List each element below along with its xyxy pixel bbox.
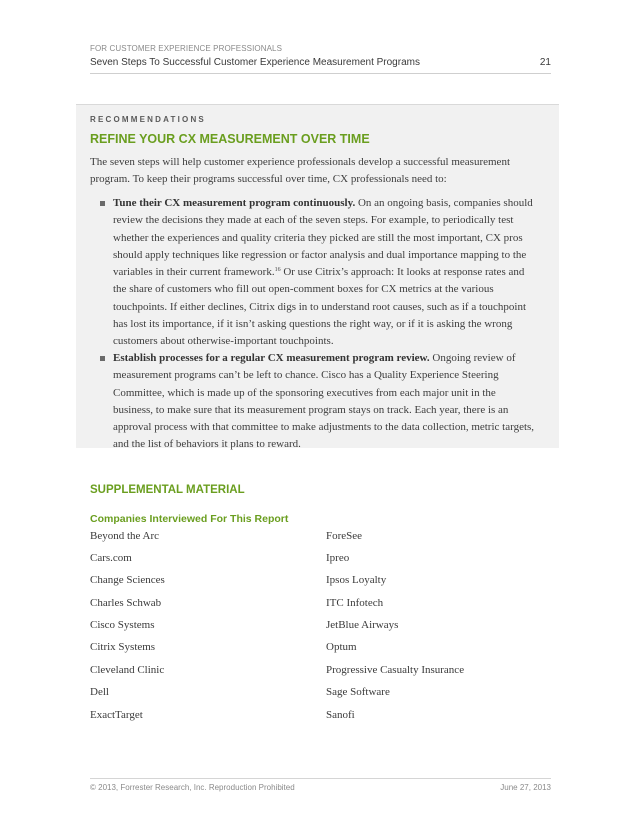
companies-heading: Companies Interviewed For This Report (90, 513, 289, 525)
report-title: Seven Steps To Successful Customer Experience Measurement Programs (90, 57, 420, 68)
bullet-item (100, 350, 538, 454)
company-name: Beyond the Arc (90, 530, 160, 542)
header-divider (90, 73, 551, 74)
company-name: Ipsos Loyalty (326, 574, 387, 586)
company-name: Sage Software (326, 686, 390, 698)
bullet-square-icon (100, 356, 105, 361)
company-name: ITC Infotech (326, 597, 384, 609)
footnote-marker: 16 (274, 267, 281, 274)
recommendations-kicker: RECOMMENDATIONS (90, 115, 206, 124)
bullet-text (113, 350, 538, 454)
bullet-item (100, 195, 538, 351)
company-name: Cisco Systems (90, 619, 155, 631)
bullet-lead: Establish processes for a regular CX measurement program review. (113, 352, 430, 364)
company-name: Cars.com (90, 552, 132, 564)
bullet-text (113, 195, 538, 351)
footer-divider (90, 778, 551, 779)
footer-copyright: © 2013, Forrester Research, Inc. Reproduction Prohibited (90, 783, 295, 792)
company-name: Cleveland Clinic (90, 664, 165, 676)
bullet-square-icon (100, 201, 105, 206)
recommendations-panel (76, 104, 559, 451)
recommendations-heading: REFINE YOUR CX MEASUREMENT OVER TIME (90, 132, 370, 146)
footer-date: June 27, 2013 (500, 783, 551, 792)
company-name: Ipreo (326, 552, 350, 564)
company-name: Progressive Casualty Insurance (326, 664, 465, 676)
page-number: 21 (539, 57, 551, 68)
company-name: ForeSee (326, 530, 363, 542)
company-name: JetBlue Airways (326, 619, 399, 631)
recommendations-intro: The seven steps will help customer experience professionals develop a successful measurement program. To keep their programs successful over time, CX professionals need to: (90, 156, 510, 186)
header-kicker: FOR CUSTOMER EXPERIENCE PROFESSIONALS (90, 44, 283, 53)
company-name: Charles Schwab (90, 597, 162, 609)
bullet-body-continued: Or use Citrix’s approach: It looks at response rates and the share of customers who fill out open-comment boxes for CX metrics at the various touchpoints. If either declines, Citrix digs in to understand root causes, such as if a touchpoint has lost its importance, if it isn’t asking questions the right way, or if it is asking the wrong customers about otherwise-important touchpoints. (113, 266, 527, 348)
bullet-body: Ongoing review of measurement programs can’t be left to chance. Cisco has a Quality Experience Steering Committee, which is made up of the sponsoring executives from each major unit in the business, to make sure that its measurement program stays on track. Each year, there is an approval process with that committee to make adjustments to the data collection, metric targets, and the list of behaviors it plans to reward. (113, 352, 535, 451)
company-name: Sanofi (326, 709, 355, 721)
supplemental-heading: SUPPLEMENTAL MATERIAL (90, 484, 245, 496)
company-name: Citrix Systems (90, 641, 156, 653)
company-name: Change Sciences (90, 574, 165, 586)
company-name: Optum (326, 641, 357, 653)
company-name: Dell (90, 686, 109, 698)
bullet-body: On an ongoing basis, companies should review the decisions they made at each of the seven steps. For example, to periodically test whether the experiences and quality criteria they picked are still the most important, CX pros should apply techniques like regression or factor analysis and dual importance mapping to the variables in their current framework. (113, 197, 533, 279)
bullet-lead: Tune their CX measurement program continuously. (113, 197, 356, 209)
company-name: ExactTarget (90, 709, 143, 721)
